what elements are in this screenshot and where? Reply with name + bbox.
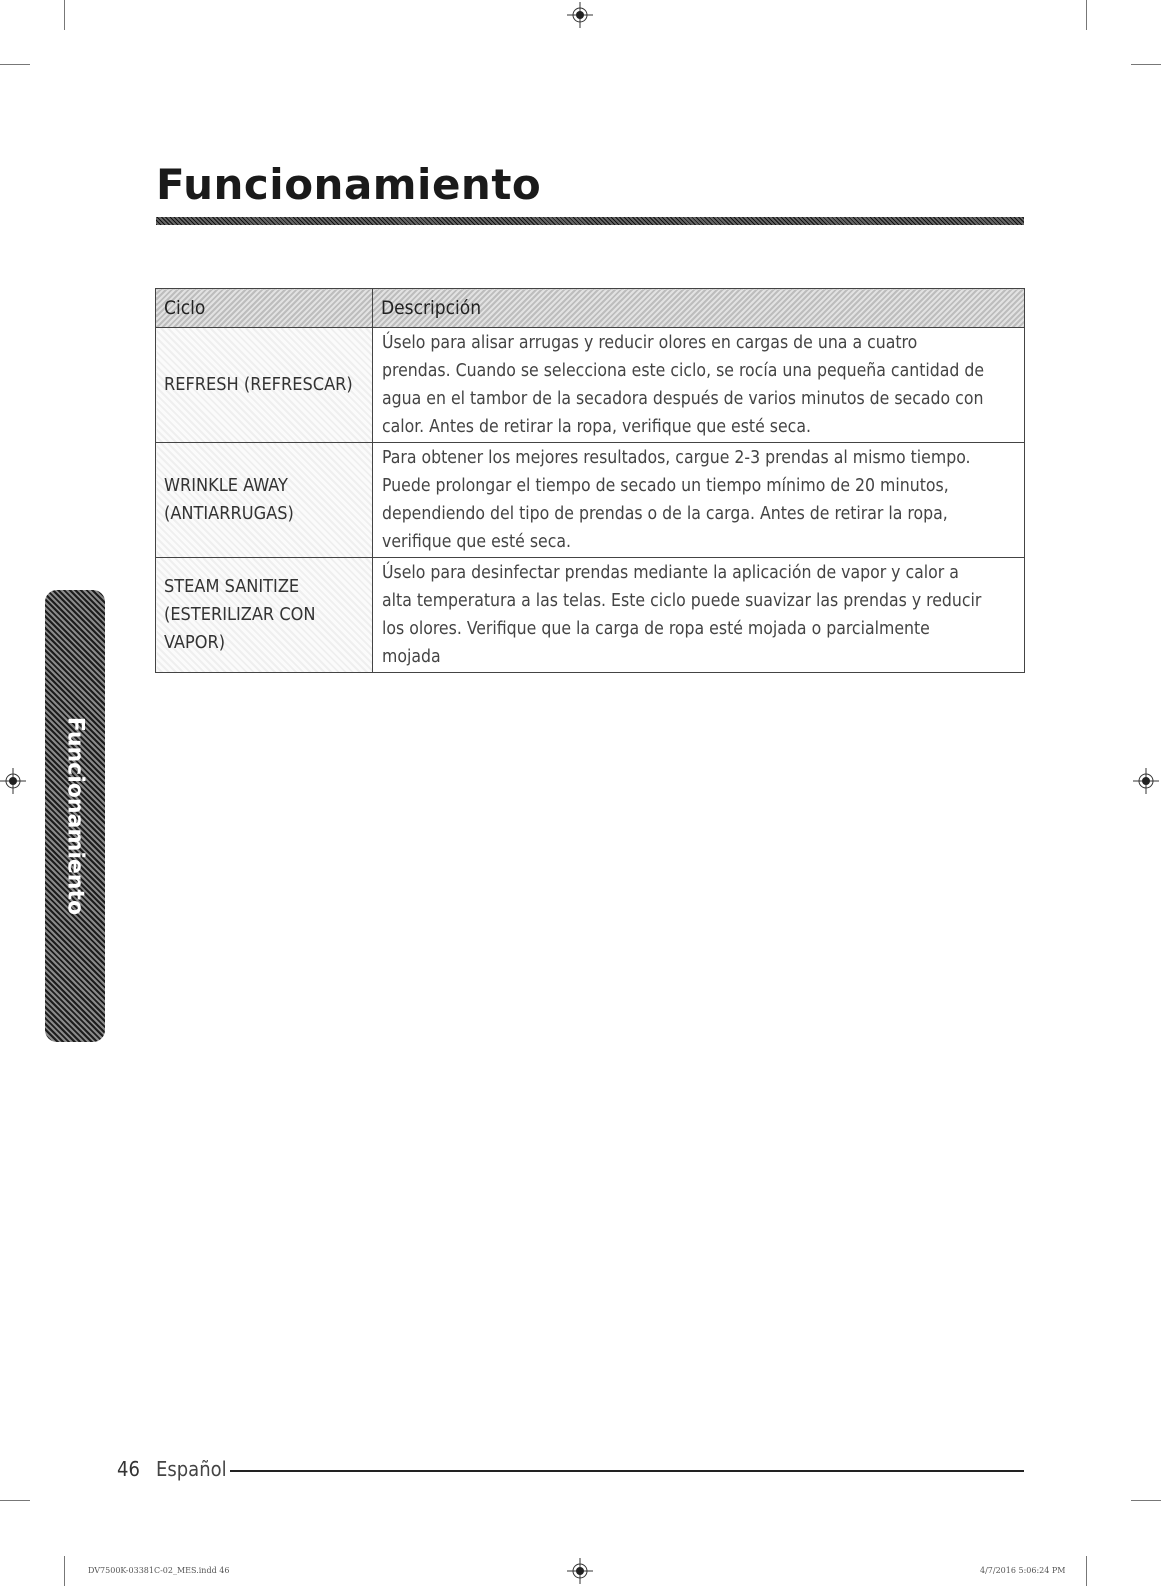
description-line: los olores. Verifique que la carga de ropa esté mojada o parcialmente — [382, 619, 930, 639]
cycle-name-cell — [156, 558, 373, 673]
description-line: Úselo para desinfectar prendas mediante la aplicación de vapor y calor a — [382, 563, 959, 583]
title-underline — [156, 217, 1024, 225]
description-line: alta temperatura a las telas. Este ciclo puede suavizar las prendas y reducir — [382, 591, 982, 611]
description-line: agua en el tambor de la secadora después de varios minutos de secado con — [382, 389, 984, 409]
table-row — [156, 328, 1025, 443]
description-line: Para obtener los mejores resultados, cargue 2-3 prendas al mismo tiempo. — [382, 448, 971, 468]
section-side-tab — [45, 590, 105, 1042]
crop-mark — [1086, 0, 1087, 30]
description-line: dependiendo del tipo de prendas o de la carga. Antes de retirar la ropa, — [382, 504, 948, 524]
cycle-description-cell — [373, 558, 1025, 673]
crop-mark — [64, 0, 65, 30]
table-header-row — [156, 289, 1025, 328]
print-slug-file: DV7500K-03381C-02_MES.indd 46 — [88, 1566, 230, 1575]
column-header-cycle: Ciclo — [156, 289, 373, 328]
table-row — [156, 443, 1025, 558]
registration-mark-icon — [1133, 768, 1159, 794]
print-slug-timestamp: 4/7/2016 5:06:24 PM — [980, 1566, 1066, 1575]
crop-mark — [0, 1500, 30, 1501]
table-row — [156, 558, 1025, 673]
cycle-name-cell — [156, 443, 373, 558]
cycle-table — [155, 288, 1025, 673]
cycle-description-cell — [373, 443, 1025, 558]
description-line: Úselo para alisar arrugas y reducir olores en cargas de una a cuatro — [382, 333, 918, 353]
cycle-description-cell — [373, 328, 1025, 443]
page-number: 46 — [117, 1457, 140, 1481]
description-line: prendas. Cuando se selecciona este ciclo, se rocía una pequeña cantidad de — [382, 361, 985, 381]
cycle-name-line: (ANTIARRUGAS) — [164, 503, 294, 524]
cycle-name-line: WRINKLE AWAY — [164, 475, 288, 496]
crop-mark — [1131, 64, 1161, 65]
crop-mark — [64, 1556, 65, 1586]
description-line: calor. Antes de retirar la ropa, verifique que esté seca. — [382, 417, 811, 437]
page-title: Funcionamiento — [156, 160, 542, 209]
registration-mark-icon — [567, 1558, 593, 1584]
cycle-name-line: REFRESH (REFRESCAR) — [164, 374, 353, 395]
column-header-description: Descripción — [373, 289, 1025, 328]
registration-mark-icon — [567, 2, 593, 28]
cycle-name-line: (ESTERILIZAR CON — [164, 604, 316, 625]
registration-mark-icon — [0, 768, 26, 794]
cycle-name-line: STEAM SANITIZE — [164, 576, 300, 597]
crop-mark — [1131, 1500, 1161, 1501]
side-tab-label: Funcionamiento — [62, 716, 88, 916]
crop-mark — [0, 64, 30, 65]
footer-rule — [230, 1470, 1024, 1472]
description-line: mojada — [382, 647, 441, 667]
footer-language: Español — [156, 1457, 227, 1481]
cycle-name-cell — [156, 328, 373, 443]
description-line: verifique que esté seca. — [382, 532, 572, 552]
crop-mark — [1086, 1556, 1087, 1586]
cycle-name-line: VAPOR) — [164, 632, 226, 653]
description-line: Puede prolongar el tiempo de secado un tiempo mínimo de 20 minutos, — [382, 476, 949, 496]
